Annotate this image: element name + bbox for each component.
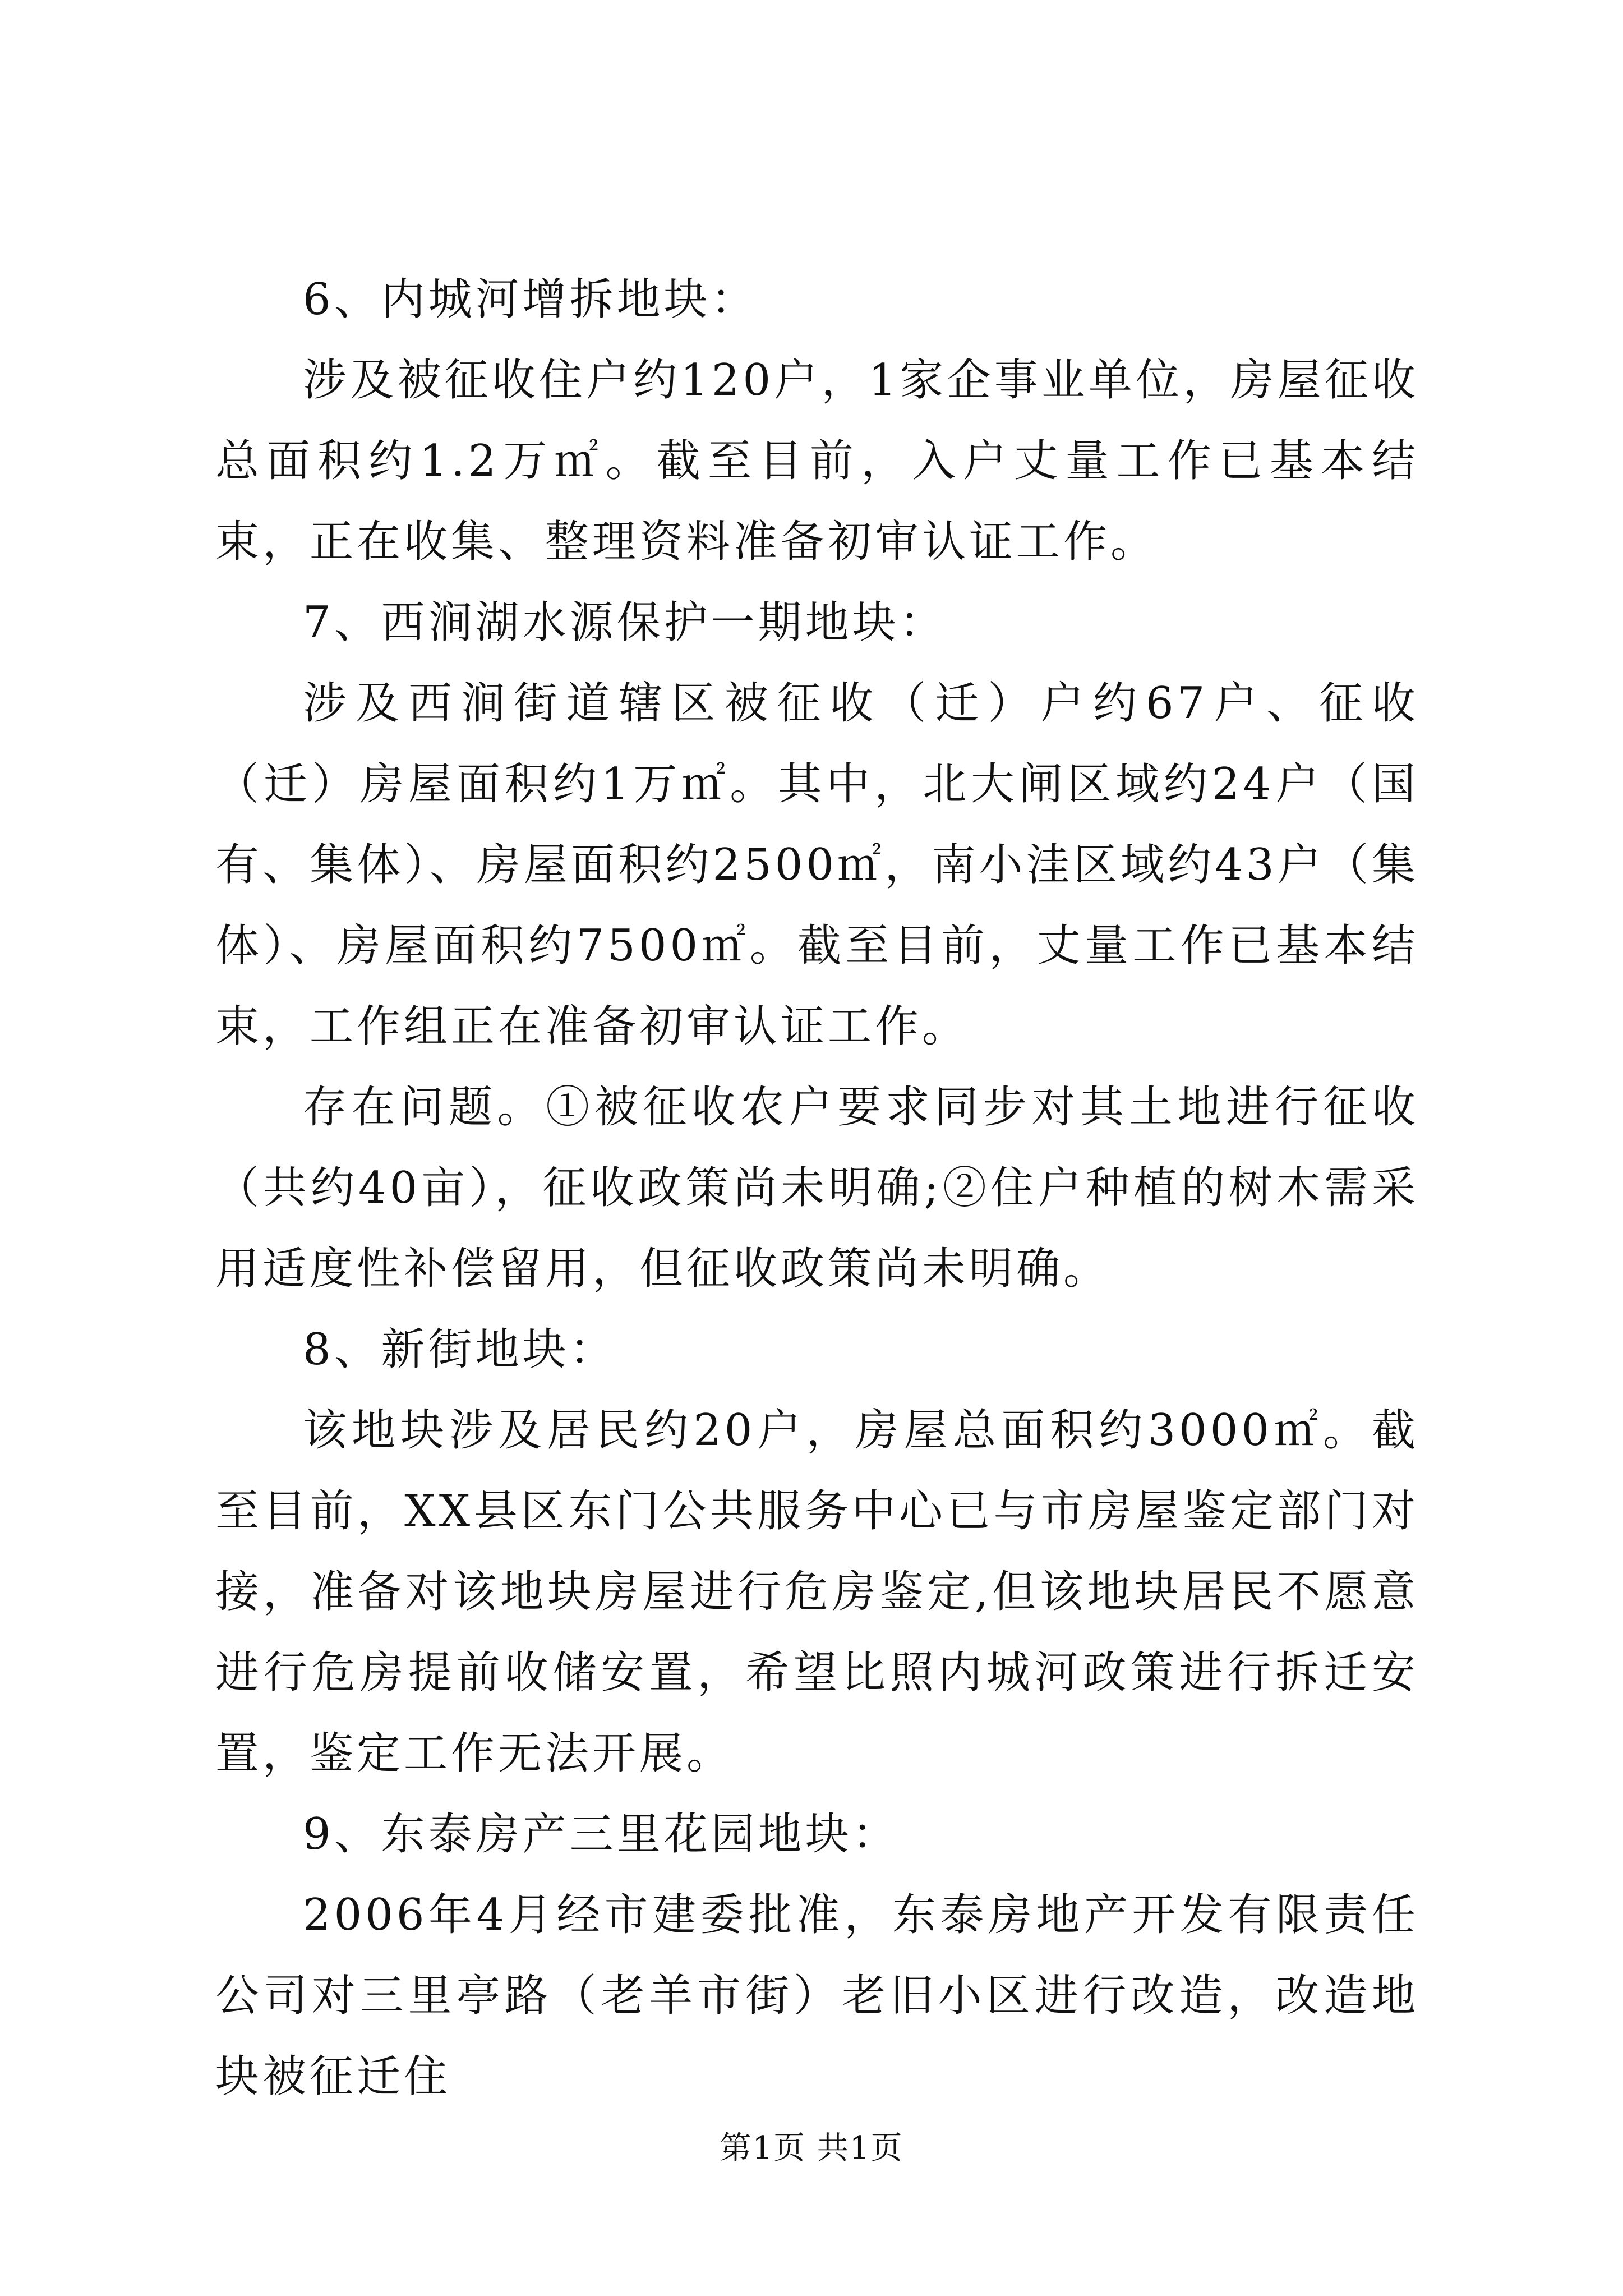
section-heading-7: 7、西涧湖水源保护一期地块： [303,597,947,648]
section-heading-9: 9、东泰房产三里花园地块： [303,1809,900,1860]
page-footer: 第1页 共1页 [720,2130,903,2166]
document-body [215,259,1419,2117]
body-paragraph-6: 涉及被征收住户约120户，1家企事业单位，房屋征收总面积约1.2万㎡。截至目前，入户丈量工作已基本结束，正在收集、整理资料准备初审认证工作。 [215,355,1419,567]
body-paragraph-8: 该地块涉及居民约20户，房屋总面积约3000㎡。截至目前，XX县区东门公共服务中心已与市房屋鉴定部门对接，准备对该地块房屋进行危房鉴定,但该地块居民不愿意进行危房提前收储安置，希望比照内城河政策进行拆迁安置，鉴定工作无法开展。 [215,1405,1419,1779]
body-paragraph-9: 2006年4月经市建委批准，东泰房地产开发有限责任公司对三里亭路（老羊市街）老旧小区进行改造，改造地块被征迁住 [215,1890,1419,2102]
section-heading-6: 6、内城河增拆地块： [303,274,758,325]
section-heading-8: 8、新街地块： [303,1324,617,1375]
body-paragraph-7-issues: 存在问题。①被征收农户要求同步对其土地进行征收（共约40亩），征收政策尚未明确;②住户种植的树木需采用适度性补偿留用，但征收政策尚未明确。 [215,1082,1419,1294]
body-paragraph-7: 涉及西涧街道辖区被征收（迁）户约67户、征收（迁）房屋面积约1万㎡。其中，北大闸区域约24户（国有、集体）、房屋面积约2500㎡，南小洼区域约43户（集体）、房屋面积约7500㎡。截至目前，丈量工作已基本结束，工作组正在准备初审认证工作。 [215,678,1419,1052]
